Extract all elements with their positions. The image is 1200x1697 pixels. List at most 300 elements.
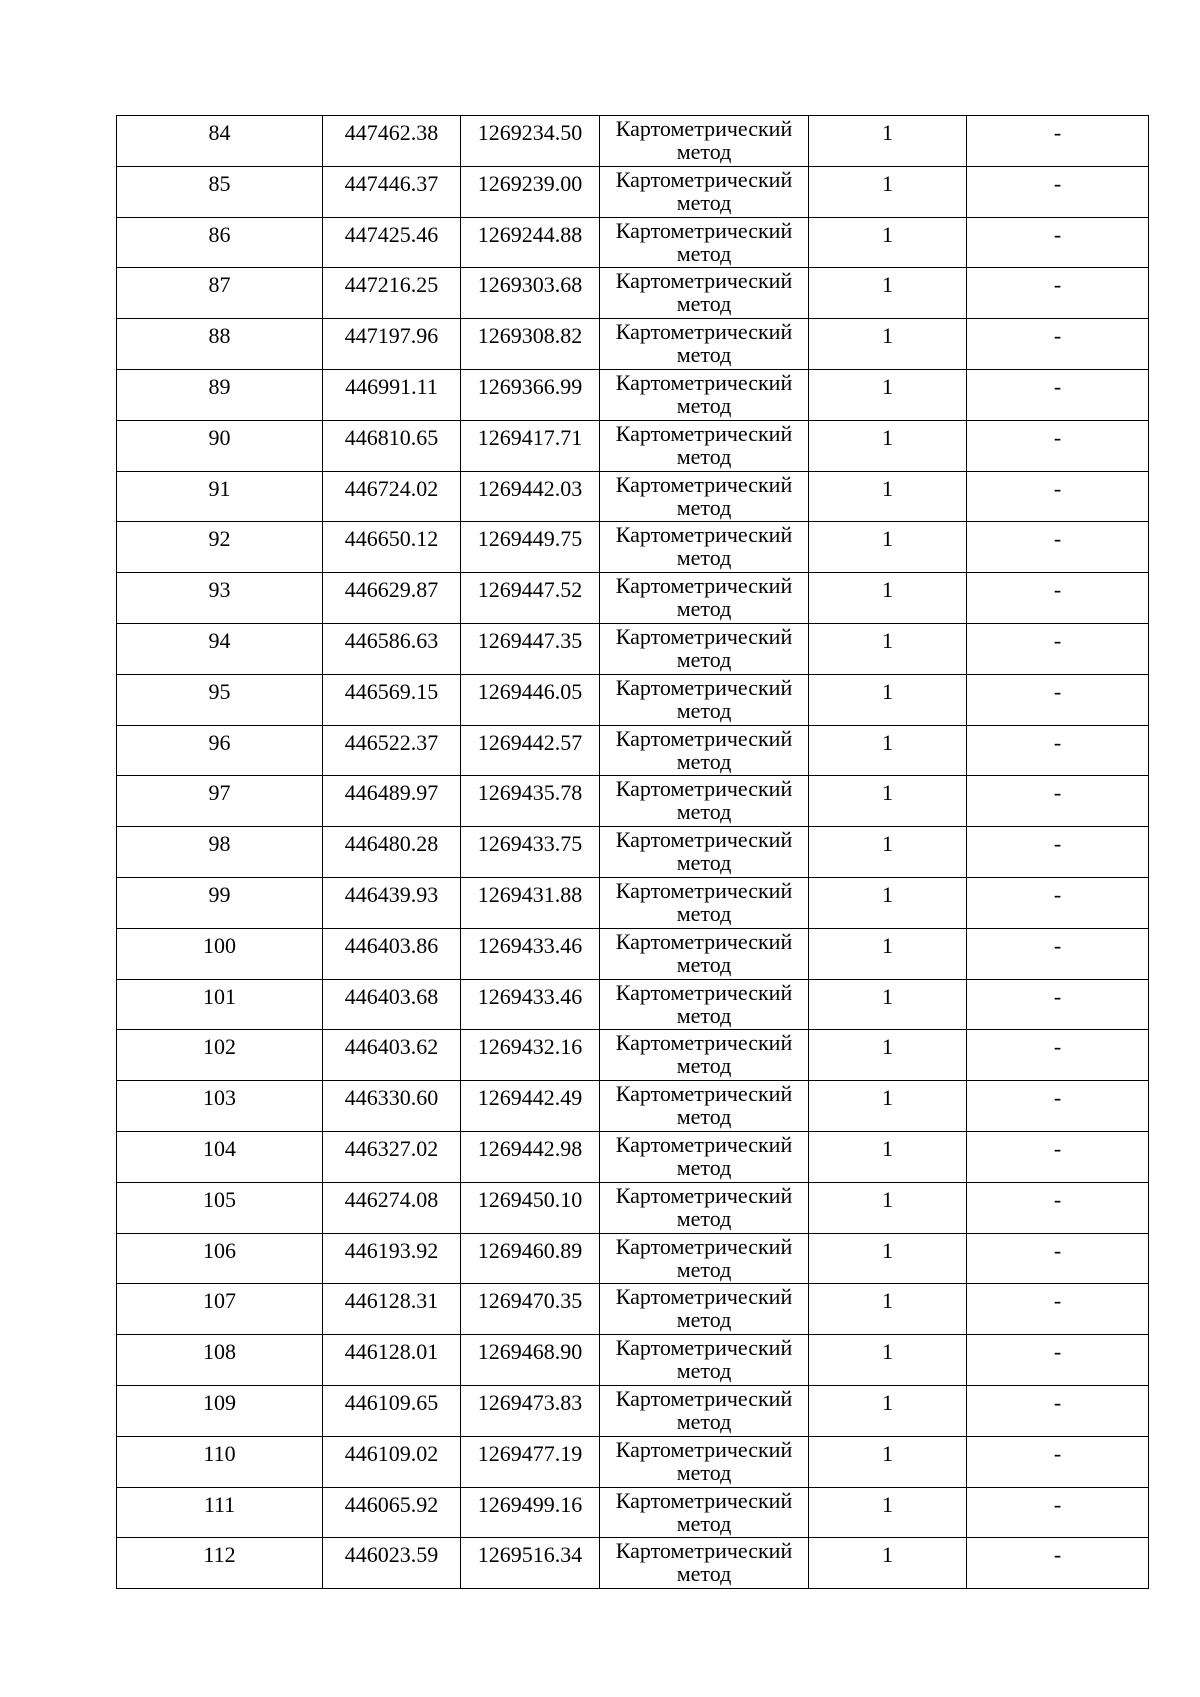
table-row <box>117 674 1149 725</box>
method-text-line1: Картометрический <box>615 319 793 345</box>
y-coordinate-cell <box>461 217 600 268</box>
method-cell <box>600 116 809 167</box>
y-coordinate-text: 1269449.75 <box>477 526 583 552</box>
note-text: - <box>1053 526 1062 552</box>
point-number-text: 112 <box>203 1542 236 1568</box>
y-coordinate-text: 1269433.46 <box>477 932 583 958</box>
y-coordinate-text: 1269433.75 <box>477 831 583 857</box>
method-text-line1: Картометрический <box>615 1335 793 1361</box>
y-coordinate-text: 1269431.88 <box>477 881 583 907</box>
note-cell <box>967 877 1149 928</box>
x-coordinate-text: 446629.87 <box>344 577 439 603</box>
accuracy-cell <box>809 1487 967 1538</box>
method-text-line2: метод <box>676 1459 732 1485</box>
note-cell <box>967 268 1149 319</box>
y-coordinate-cell <box>461 522 600 573</box>
table-row <box>117 928 1149 979</box>
method-cell <box>600 1030 809 1081</box>
note-cell <box>967 1284 1149 1335</box>
x-coordinate-cell <box>323 674 461 725</box>
method-text-line1: Картометрический <box>615 674 793 700</box>
method-text-line2: метод <box>676 1154 732 1180</box>
note-text: - <box>1053 1085 1062 1111</box>
note-text: - <box>1053 1389 1062 1415</box>
method-text-line1: Картометрический <box>615 725 793 751</box>
accuracy-text: 1 <box>882 1135 893 1161</box>
point-number-cell <box>117 1131 323 1182</box>
x-coordinate-cell <box>323 725 461 776</box>
table-row <box>117 1233 1149 1284</box>
method-cell <box>600 1233 809 1284</box>
accuracy-text: 1 <box>882 1339 893 1365</box>
y-coordinate-text: 1269239.00 <box>477 170 583 196</box>
point-number-cell <box>117 1182 323 1233</box>
method-text-line1: Картометрический <box>615 1284 793 1310</box>
accuracy-cell <box>809 1436 967 1487</box>
point-number-text: 110 <box>203 1440 236 1466</box>
point-number-cell <box>117 1487 323 1538</box>
point-number-text: 96 <box>208 729 231 755</box>
y-coordinate-cell <box>461 979 600 1030</box>
table-row <box>117 623 1149 674</box>
accuracy-cell <box>809 420 967 471</box>
note-cell <box>967 1487 1149 1538</box>
y-coordinate-cell <box>461 1487 600 1538</box>
note-text: - <box>1053 120 1062 145</box>
y-coordinate-text: 1269442.49 <box>477 1085 583 1111</box>
accuracy-text: 1 <box>882 1491 893 1517</box>
y-coordinate-text: 1269432.16 <box>477 1034 583 1060</box>
method-text-line1: Картометрический <box>615 877 793 903</box>
method-text-line1: Картометрический <box>615 573 793 599</box>
point-number-cell <box>117 827 323 878</box>
note-cell <box>967 725 1149 776</box>
point-number-cell <box>117 420 323 471</box>
method-text-line1: Картометрический <box>615 1385 793 1411</box>
y-coordinate-text: 1269234.50 <box>477 120 583 145</box>
y-coordinate-cell <box>461 1081 600 1132</box>
y-coordinate-cell <box>461 776 600 827</box>
point-number-cell <box>117 725 323 776</box>
method-cell <box>600 420 809 471</box>
y-coordinate-cell <box>461 268 600 319</box>
method-text-line2: метод <box>676 1256 732 1282</box>
accuracy-cell <box>809 1284 967 1335</box>
y-coordinate-cell <box>461 1538 600 1589</box>
x-coordinate-cell <box>323 1538 461 1589</box>
accuracy-cell <box>809 1233 967 1284</box>
table-row <box>117 776 1149 827</box>
point-number-text: 106 <box>203 1237 236 1263</box>
method-text-line1: Картометрический <box>615 1131 793 1157</box>
point-number-text: 86 <box>208 221 231 247</box>
x-coordinate-cell <box>323 1487 461 1538</box>
x-coordinate-text: 446403.68 <box>344 983 439 1009</box>
point-number-text: 97 <box>208 780 231 806</box>
x-coordinate-text: 446586.63 <box>344 627 439 653</box>
x-coordinate-text: 446810.65 <box>344 424 439 450</box>
note-cell <box>967 1385 1149 1436</box>
y-coordinate-text: 1269460.89 <box>477 1237 583 1263</box>
y-coordinate-text: 1269447.35 <box>477 627 583 653</box>
method-text-line2: метод <box>676 799 732 825</box>
y-coordinate-text: 1269477.19 <box>477 1440 583 1466</box>
y-coordinate-text: 1269308.82 <box>477 323 583 349</box>
point-number-text: 105 <box>203 1186 236 1212</box>
note-cell <box>967 1335 1149 1386</box>
method-text-line2: метод <box>676 139 732 164</box>
method-cell <box>600 1538 809 1589</box>
x-coordinate-text: 447446.37 <box>344 170 439 196</box>
note-cell <box>967 471 1149 522</box>
x-coordinate-text: 447462.38 <box>344 120 439 145</box>
x-coordinate-cell <box>323 1182 461 1233</box>
method-text-line2: метод <box>676 1307 732 1333</box>
y-coordinate-text: 1269244.88 <box>477 221 583 247</box>
method-text-line2: метод <box>676 291 732 317</box>
accuracy-cell <box>809 1131 967 1182</box>
note-cell <box>967 319 1149 370</box>
method-cell <box>600 725 809 776</box>
note-cell <box>967 1538 1149 1589</box>
table-row <box>117 166 1149 217</box>
x-coordinate-text: 446330.60 <box>344 1085 439 1111</box>
method-text-line1: Картометрический <box>615 522 793 548</box>
x-coordinate-cell <box>323 776 461 827</box>
point-number-text: 102 <box>203 1034 236 1060</box>
note-text: - <box>1053 881 1062 907</box>
method-text-line2: метод <box>676 545 732 571</box>
y-coordinate-cell <box>461 1182 600 1233</box>
y-coordinate-cell <box>461 319 600 370</box>
point-number-text: 91 <box>208 475 231 501</box>
method-cell <box>600 827 809 878</box>
point-number-text: 89 <box>208 373 231 399</box>
x-coordinate-cell <box>323 1385 461 1436</box>
point-number-text: 87 <box>208 272 231 298</box>
point-number-text: 103 <box>203 1085 236 1111</box>
method-cell <box>600 1487 809 1538</box>
accuracy-text: 1 <box>882 120 893 145</box>
note-cell <box>967 522 1149 573</box>
note-cell <box>967 776 1149 827</box>
point-number-text: 84 <box>208 120 231 145</box>
note-text: - <box>1053 729 1062 755</box>
x-coordinate-text: 446128.01 <box>344 1339 439 1365</box>
accuracy-cell <box>809 674 967 725</box>
y-coordinate-text: 1269468.90 <box>477 1339 583 1365</box>
method-text-line2: метод <box>676 1561 732 1587</box>
point-number-cell <box>117 1284 323 1335</box>
table-row <box>117 1538 1149 1589</box>
x-coordinate-cell <box>323 522 461 573</box>
method-cell <box>600 573 809 624</box>
method-text-line2: метод <box>676 951 732 977</box>
x-coordinate-cell <box>323 1233 461 1284</box>
note-text: - <box>1053 1542 1062 1568</box>
x-coordinate-text: 446327.02 <box>344 1135 439 1161</box>
x-coordinate-text: 447216.25 <box>344 272 439 298</box>
method-text-line1: Картометрический <box>615 623 793 649</box>
point-number-cell <box>117 1030 323 1081</box>
method-text-line1: Картометрический <box>615 1081 793 1107</box>
y-coordinate-cell <box>461 1030 600 1081</box>
x-coordinate-cell <box>323 268 461 319</box>
y-coordinate-text: 1269433.46 <box>477 983 583 1009</box>
y-coordinate-cell <box>461 623 600 674</box>
accuracy-text: 1 <box>882 678 893 704</box>
x-coordinate-cell <box>323 1131 461 1182</box>
method-cell <box>600 166 809 217</box>
method-text-line2: метод <box>676 189 732 215</box>
method-text-line2: метод <box>676 1408 732 1434</box>
note-text: - <box>1053 424 1062 450</box>
point-number-text: 85 <box>208 170 231 196</box>
x-coordinate-cell <box>323 1335 461 1386</box>
note-text: - <box>1053 1440 1062 1466</box>
y-coordinate-text: 1269303.68 <box>477 272 583 298</box>
note-cell <box>967 573 1149 624</box>
x-coordinate-text: 446128.31 <box>344 1288 439 1314</box>
point-number-cell <box>117 217 323 268</box>
accuracy-text: 1 <box>882 1440 893 1466</box>
accuracy-cell <box>809 623 967 674</box>
method-cell <box>600 877 809 928</box>
method-cell <box>600 268 809 319</box>
y-coordinate-cell <box>461 725 600 776</box>
y-coordinate-text: 1269417.71 <box>477 424 583 450</box>
accuracy-cell <box>809 776 967 827</box>
accuracy-cell <box>809 1081 967 1132</box>
method-text-line1: Картометрический <box>615 1487 793 1513</box>
table-row <box>117 1385 1149 1436</box>
note-cell <box>967 928 1149 979</box>
point-number-cell <box>117 979 323 1030</box>
method-text-line2: метод <box>676 850 732 876</box>
x-coordinate-cell <box>323 573 461 624</box>
note-text: - <box>1053 170 1062 196</box>
x-coordinate-text: 446109.65 <box>344 1389 439 1415</box>
method-text-line1: Картометрический <box>615 116 793 141</box>
point-number-cell <box>117 674 323 725</box>
y-coordinate-text: 1269447.52 <box>477 577 583 603</box>
coordinates-table <box>116 115 1149 1589</box>
x-coordinate-cell <box>323 420 461 471</box>
y-coordinate-cell <box>461 928 600 979</box>
point-number-cell <box>117 471 323 522</box>
note-text: - <box>1053 678 1062 704</box>
accuracy-text: 1 <box>882 424 893 450</box>
point-number-cell <box>117 1436 323 1487</box>
x-coordinate-cell <box>323 116 461 167</box>
point-number-text: 90 <box>208 424 231 450</box>
x-coordinate-text: 446274.08 <box>344 1186 439 1212</box>
accuracy-text: 1 <box>882 1186 893 1212</box>
accuracy-text: 1 <box>882 627 893 653</box>
accuracy-cell <box>809 1538 967 1589</box>
method-text-line2: метод <box>676 1205 732 1231</box>
point-number-text: 109 <box>203 1389 236 1415</box>
accuracy-cell <box>809 217 967 268</box>
y-coordinate-text: 1269446.05 <box>477 678 583 704</box>
accuracy-text: 1 <box>882 323 893 349</box>
y-coordinate-text: 1269435.78 <box>477 780 583 806</box>
point-number-cell <box>117 166 323 217</box>
note-cell <box>967 827 1149 878</box>
accuracy-cell <box>809 319 967 370</box>
point-number-text: 108 <box>203 1339 236 1365</box>
table-row <box>117 725 1149 776</box>
point-number-text: 94 <box>208 627 231 653</box>
method-cell <box>600 776 809 827</box>
table-row <box>117 1131 1149 1182</box>
method-text-line2: метод <box>676 1358 732 1384</box>
x-coordinate-text: 446480.28 <box>344 831 439 857</box>
note-cell <box>967 166 1149 217</box>
x-coordinate-text: 446193.92 <box>344 1237 439 1263</box>
method-cell <box>600 928 809 979</box>
accuracy-cell <box>809 928 967 979</box>
x-coordinate-text: 446724.02 <box>344 475 439 501</box>
point-number-cell <box>117 573 323 624</box>
accuracy-text: 1 <box>882 1389 893 1415</box>
accuracy-text: 1 <box>882 729 893 755</box>
note-text: - <box>1053 373 1062 399</box>
y-coordinate-text: 1269442.03 <box>477 475 583 501</box>
x-coordinate-text: 446403.62 <box>344 1034 439 1060</box>
method-text-line2: метод <box>676 342 732 368</box>
table-row <box>117 217 1149 268</box>
method-text-line1: Картометрический <box>615 827 793 853</box>
method-cell <box>600 471 809 522</box>
method-text-line2: метод <box>676 392 732 418</box>
y-coordinate-cell <box>461 166 600 217</box>
note-cell <box>967 979 1149 1030</box>
note-cell <box>967 623 1149 674</box>
point-number-cell <box>117 369 323 420</box>
note-text: - <box>1053 221 1062 247</box>
accuracy-text: 1 <box>882 577 893 603</box>
note-text: - <box>1053 983 1062 1009</box>
note-cell <box>967 217 1149 268</box>
accuracy-cell <box>809 725 967 776</box>
table-row <box>117 522 1149 573</box>
y-coordinate-cell <box>461 674 600 725</box>
y-coordinate-text: 1269442.98 <box>477 1135 583 1161</box>
method-text-line1: Картометрический <box>615 1030 793 1056</box>
method-text-line2: метод <box>676 646 732 672</box>
note-cell <box>967 1233 1149 1284</box>
y-coordinate-cell <box>461 1284 600 1335</box>
y-coordinate-cell <box>461 1436 600 1487</box>
x-coordinate-cell <box>323 471 461 522</box>
point-number-text: 93 <box>208 577 231 603</box>
point-number-cell <box>117 1538 323 1589</box>
table-row <box>117 1335 1149 1386</box>
x-coordinate-text: 447197.96 <box>344 323 439 349</box>
table-row <box>117 1030 1149 1081</box>
y-coordinate-cell <box>461 1131 600 1182</box>
point-number-text: 111 <box>203 1491 236 1517</box>
point-number-text: 98 <box>208 831 231 857</box>
y-coordinate-text: 1269470.35 <box>477 1288 583 1314</box>
point-number-cell <box>117 1233 323 1284</box>
accuracy-cell <box>809 369 967 420</box>
accuracy-cell <box>809 268 967 319</box>
point-number-cell <box>117 522 323 573</box>
note-cell <box>967 1081 1149 1132</box>
y-coordinate-cell <box>461 1335 600 1386</box>
accuracy-cell <box>809 1182 967 1233</box>
method-cell <box>600 979 809 1030</box>
x-coordinate-text: 446489.97 <box>344 780 439 806</box>
accuracy-cell <box>809 979 967 1030</box>
accuracy-cell <box>809 573 967 624</box>
x-coordinate-text: 446650.12 <box>344 526 439 552</box>
x-coordinate-cell <box>323 166 461 217</box>
point-number-cell <box>117 116 323 167</box>
accuracy-cell <box>809 522 967 573</box>
y-coordinate-text: 1269516.34 <box>477 1542 583 1568</box>
accuracy-text: 1 <box>882 983 893 1009</box>
x-coordinate-text: 447425.46 <box>344 221 439 247</box>
point-number-text: 95 <box>208 678 231 704</box>
method-cell <box>600 1182 809 1233</box>
x-coordinate-text: 446403.86 <box>344 932 439 958</box>
y-coordinate-cell <box>461 1233 600 1284</box>
note-text: - <box>1053 780 1062 806</box>
note-text: - <box>1053 577 1062 603</box>
accuracy-cell <box>809 827 967 878</box>
table-row <box>117 827 1149 878</box>
point-number-cell <box>117 1335 323 1386</box>
note-text: - <box>1053 627 1062 653</box>
accuracy-text: 1 <box>882 1237 893 1263</box>
method-cell <box>600 1081 809 1132</box>
note-cell <box>967 1131 1149 1182</box>
method-cell <box>600 522 809 573</box>
point-number-cell <box>117 1385 323 1436</box>
x-coordinate-text: 446109.02 <box>344 1440 439 1466</box>
note-text: - <box>1053 1186 1062 1212</box>
point-number-cell <box>117 1081 323 1132</box>
x-coordinate-cell <box>323 928 461 979</box>
method-cell <box>600 369 809 420</box>
y-coordinate-cell <box>461 116 600 167</box>
x-coordinate-cell <box>323 1081 461 1132</box>
table-row <box>117 1436 1149 1487</box>
y-coordinate-text: 1269473.83 <box>477 1389 583 1415</box>
method-text-line2: метод <box>676 443 732 469</box>
method-text-line2: метод <box>676 1510 732 1536</box>
accuracy-text: 1 <box>882 1085 893 1111</box>
table-row <box>117 319 1149 370</box>
accuracy-text: 1 <box>882 1542 893 1568</box>
y-coordinate-cell <box>461 1385 600 1436</box>
method-cell <box>600 217 809 268</box>
accuracy-text: 1 <box>882 170 893 196</box>
table-row <box>117 369 1149 420</box>
point-number-cell <box>117 623 323 674</box>
method-text-line2: метод <box>676 596 732 622</box>
method-text-line1: Картометрический <box>615 166 793 192</box>
method-text-line1: Картометрический <box>615 420 793 446</box>
accuracy-cell <box>809 166 967 217</box>
y-coordinate-text: 1269499.16 <box>477 1491 583 1517</box>
note-text: - <box>1053 1288 1062 1314</box>
point-number-text: 88 <box>208 323 231 349</box>
method-cell <box>600 623 809 674</box>
